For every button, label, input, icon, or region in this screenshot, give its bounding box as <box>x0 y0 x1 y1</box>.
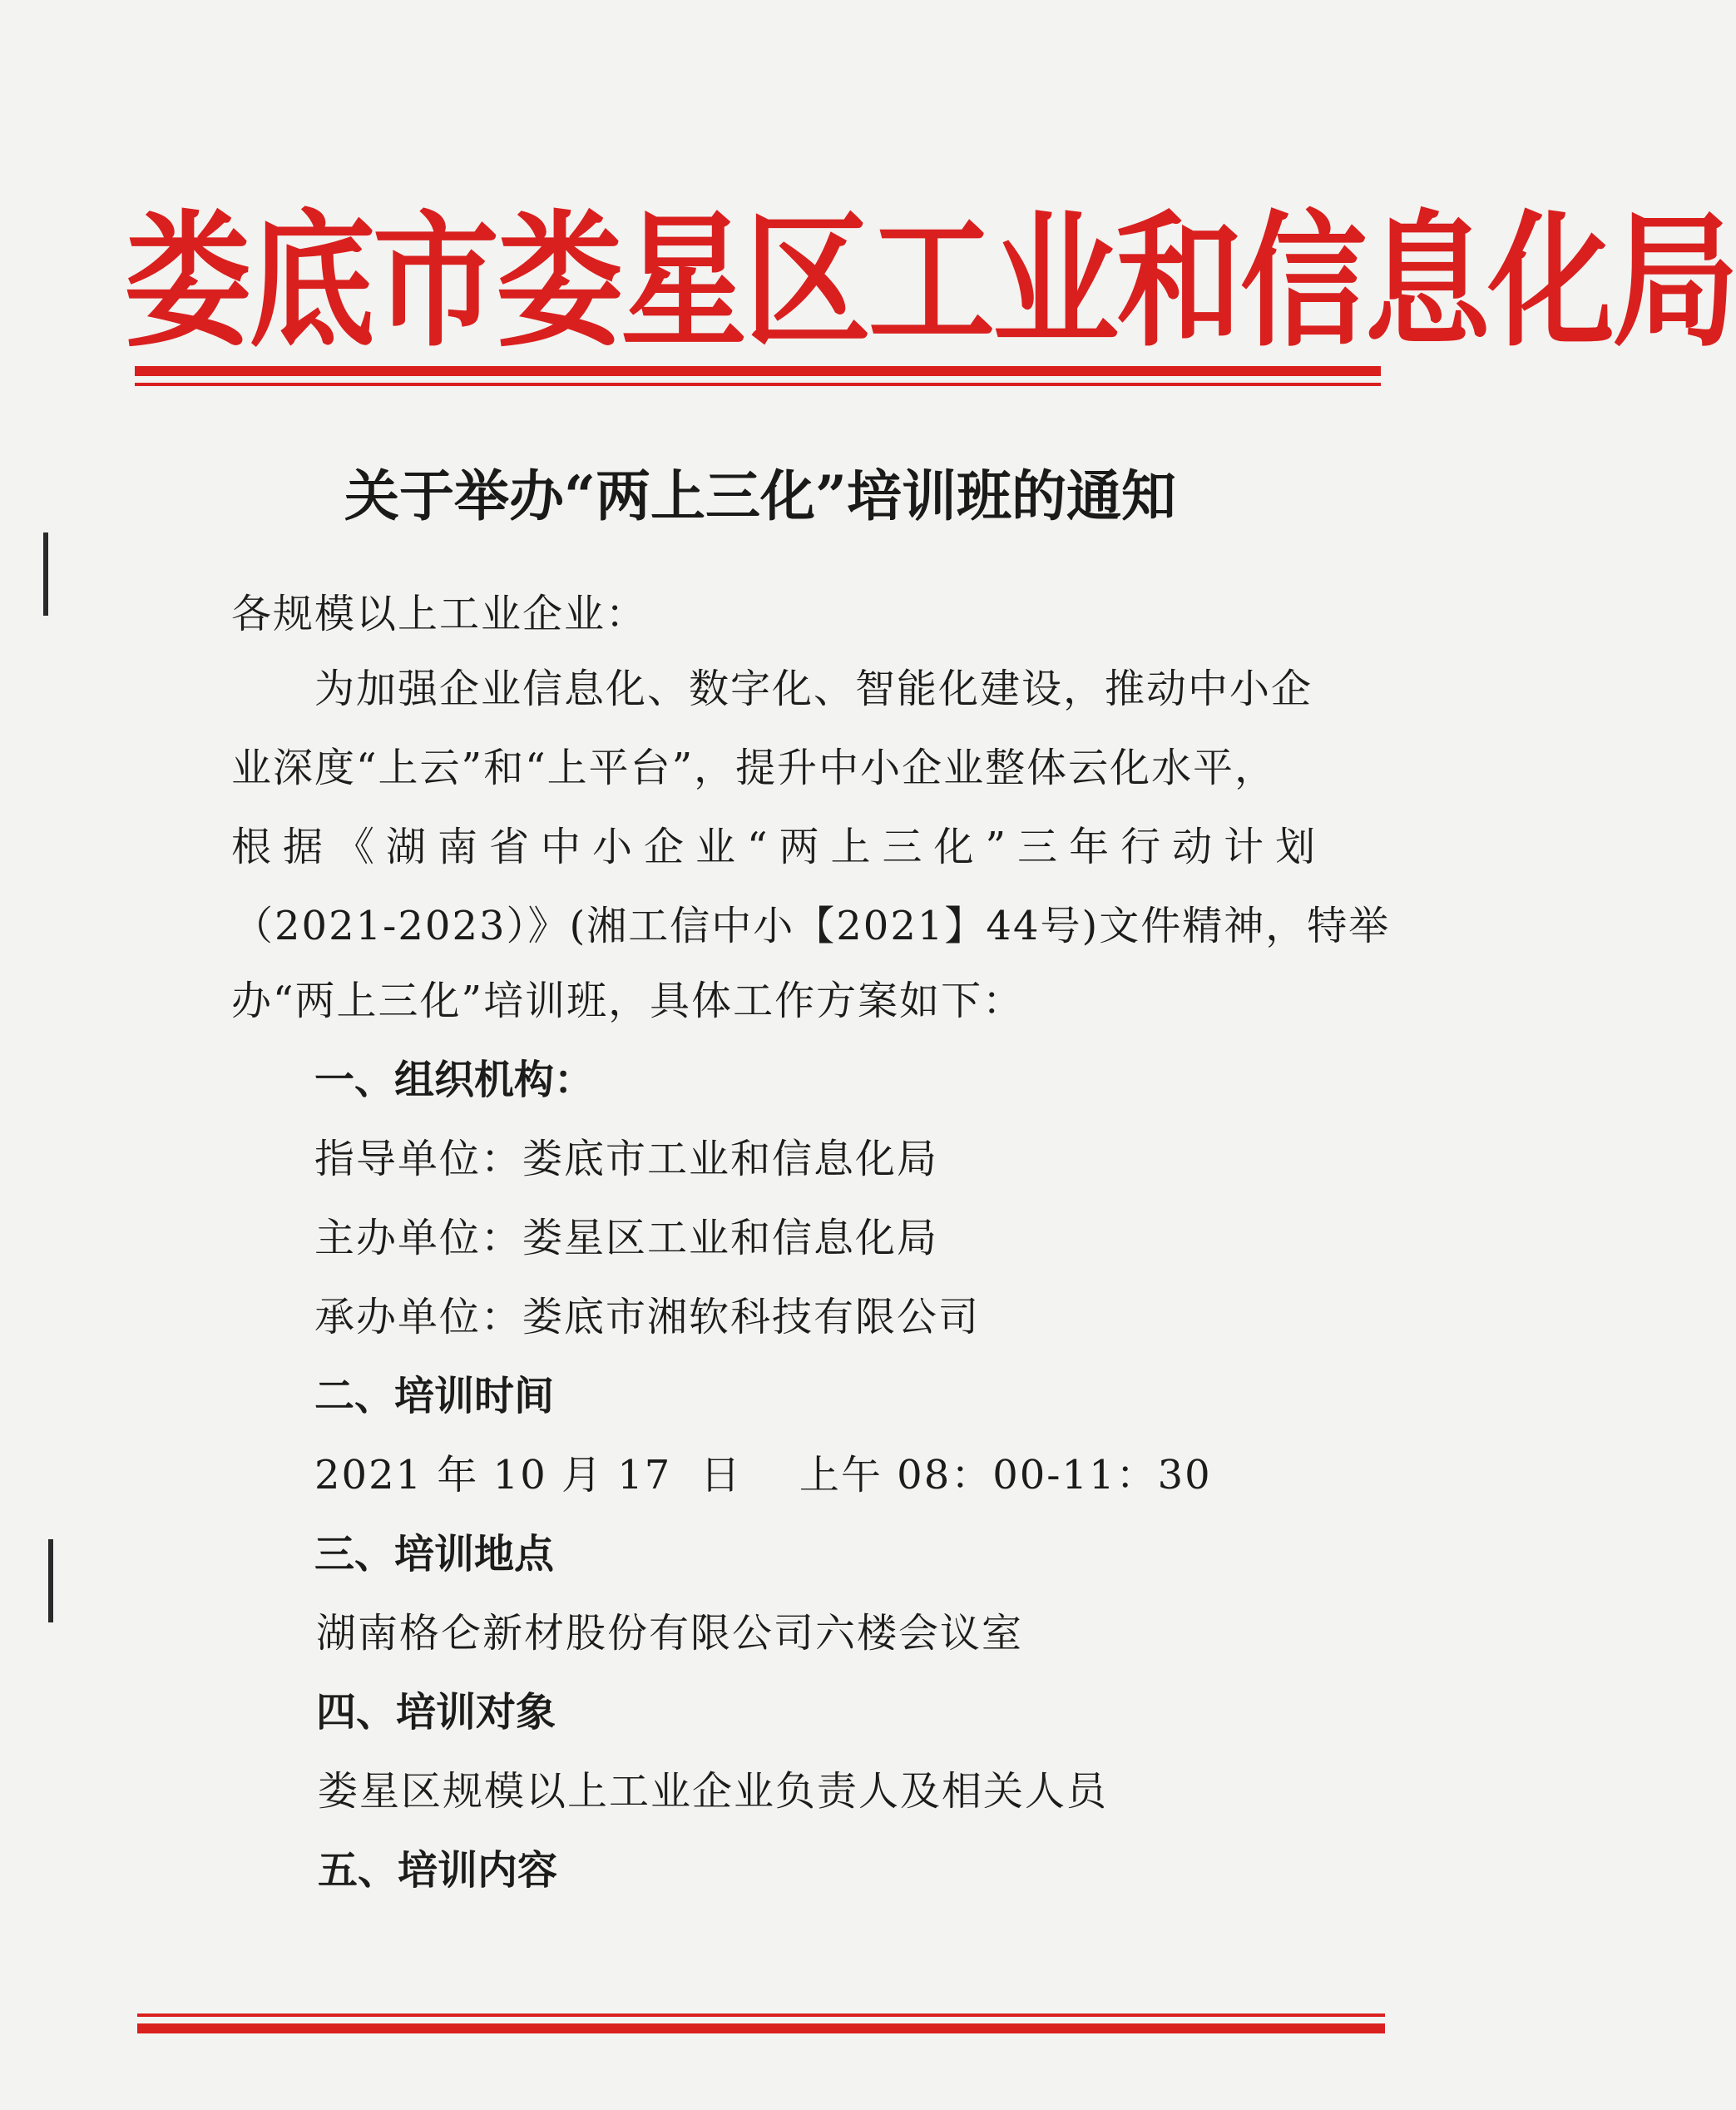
intro-line: 办“两上三化”培训班，具体工作方案如下： <box>231 978 1025 1024</box>
letterhead-title: 娄底市娄星区工业和信息化局 <box>125 196 1736 367</box>
intro-line: 根据《湖南省中小企业“两上三化”三年行动计划 <box>231 824 1328 870</box>
section-heading-content: 五、培训内容 <box>318 1847 558 1894</box>
section-line: 娄星区规模以上工业企业负责人及相关人员 <box>318 1768 1109 1815</box>
section-line: 指导单位：娄底市工业和信息化局 <box>314 1136 939 1182</box>
intro-line: （2021-2023）》(湘工信中小【2021】44号)文件精神，特举 <box>233 903 1391 949</box>
footer-rule-thick <box>137 2023 1385 2033</box>
scan-margin-mark <box>43 532 48 616</box>
section-heading-location: 三、培训地点 <box>314 1531 555 1578</box>
intro-line: 业深度“上云”和“上平台”，提升中小企业整体云化水平， <box>231 745 1277 791</box>
intro-line: 为加强企业信息化、数字化、智能化建设，推动中小企 <box>314 666 1313 712</box>
letterhead-rule-thick <box>135 366 1381 376</box>
footer-rule-thin <box>137 2013 1385 2017</box>
section-line: 2021 年 10 月 17 日 上午 08：00-11：30 <box>314 1452 1212 1498</box>
section-line: 湖南格仑新材股份有限公司六楼会议室 <box>316 1610 1024 1657</box>
section-heading-organization: 一、组织机构： <box>314 1057 595 1103</box>
notice-title: 关于举办“两上三化”培训班的通知 <box>344 463 1176 528</box>
letterhead-rule-thin <box>135 383 1381 386</box>
section-line: 主办单位：娄星区工业和信息化局 <box>314 1215 939 1261</box>
scan-margin-mark <box>48 1539 53 1622</box>
salutation: 各规模以上工业企业： <box>231 591 648 637</box>
section-heading-audience: 四、培训对象 <box>316 1689 556 1736</box>
section-line: 承办单位：娄底市湘软科技有限公司 <box>314 1294 981 1340</box>
section-heading-time: 二、培训时间 <box>314 1373 555 1419</box>
